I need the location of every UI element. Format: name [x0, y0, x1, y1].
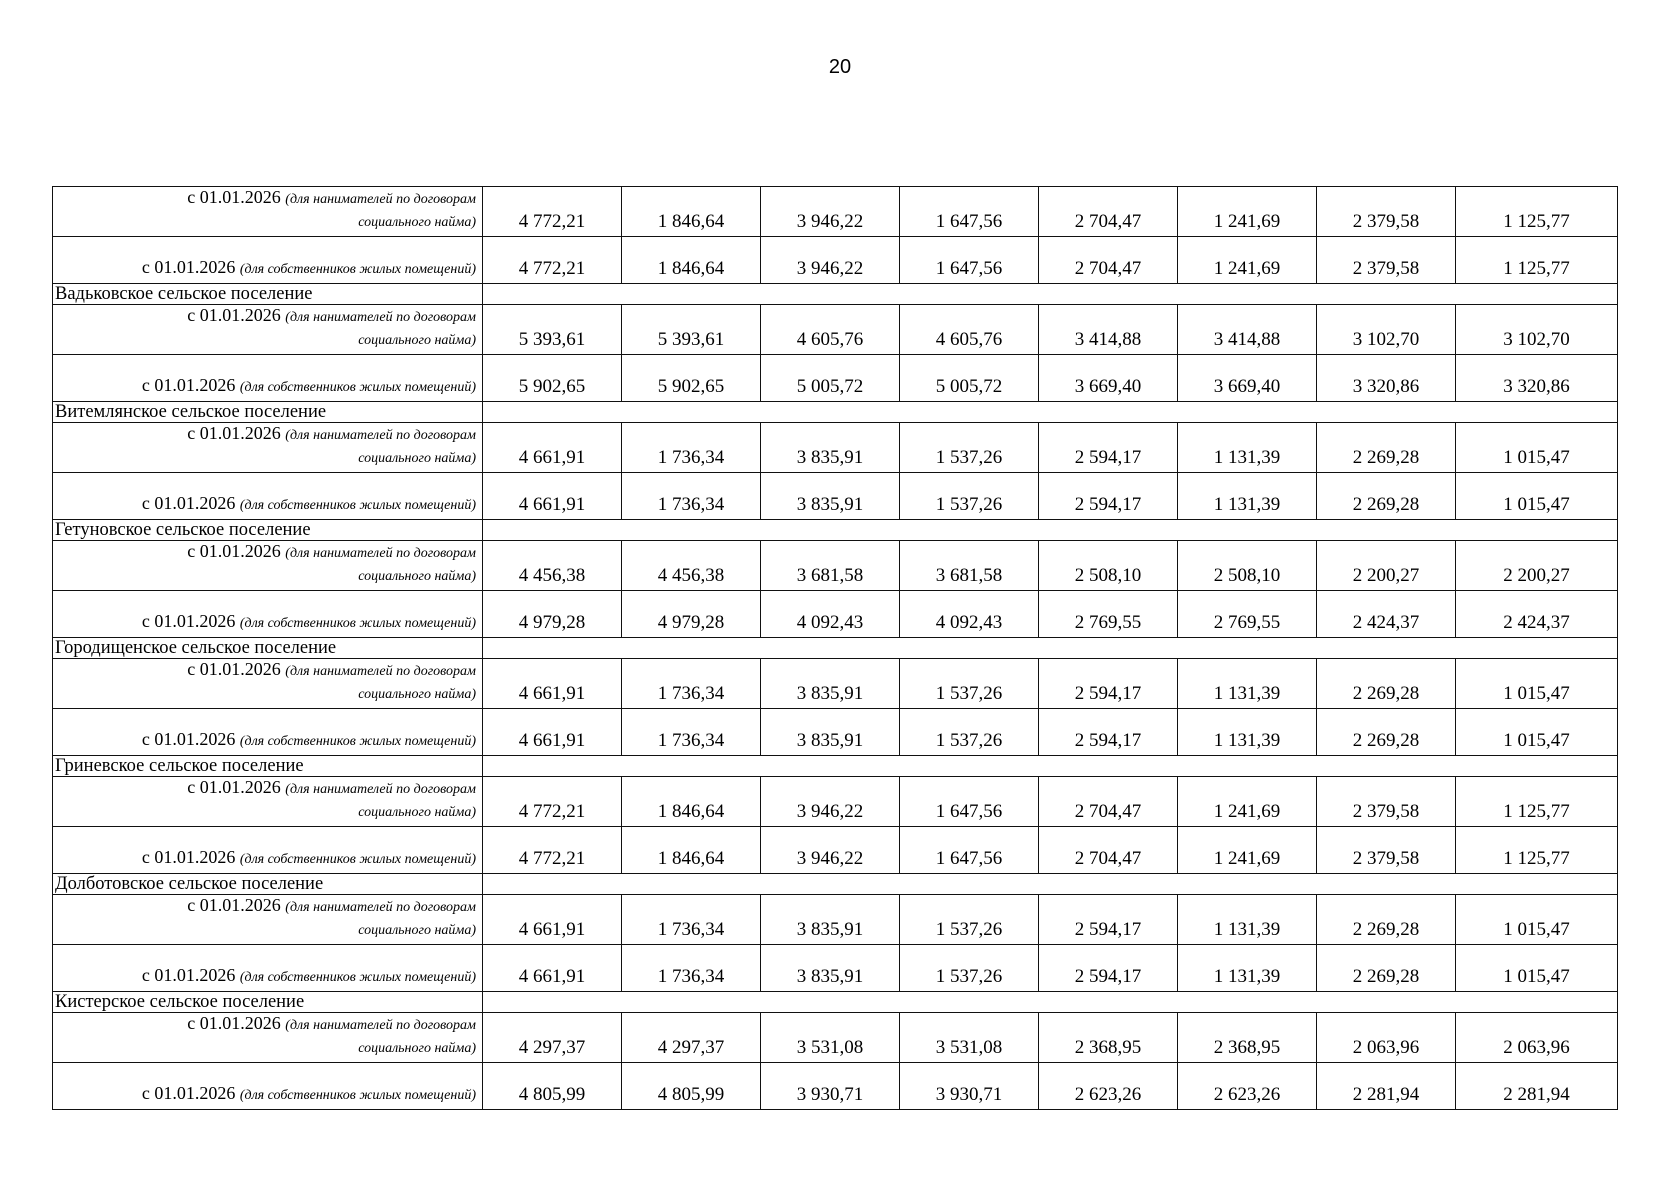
- section-header-row: [53, 402, 1618, 423]
- table-cell: 4 979,28: [622, 591, 761, 638]
- tenants-note-line1: (для нанимателей по договорам: [285, 310, 476, 325]
- table-cell: 1 131,39: [1178, 709, 1317, 756]
- tenants-note-line2: социального найма): [358, 333, 476, 348]
- table-cell: 2 769,55: [1178, 591, 1317, 638]
- table-row: [53, 1063, 1618, 1110]
- table-cell: 4 772,21: [483, 827, 622, 874]
- table-row: [53, 895, 1618, 945]
- effective-date: с 01.01.2026: [187, 659, 281, 679]
- table-cell: 1 647,56: [900, 827, 1039, 874]
- table-cell: 1 125,77: [1456, 827, 1618, 874]
- table-cell: 4 605,76: [761, 305, 900, 355]
- owners-note: (для собственников жилых помещений): [239, 616, 476, 631]
- table-cell: 3 681,58: [900, 541, 1039, 591]
- table-row: [53, 827, 1618, 874]
- tenants-note-line2: социального найма): [358, 569, 476, 584]
- table-cell: 2 704,47: [1039, 187, 1178, 237]
- table-cell: 3 102,70: [1456, 305, 1618, 355]
- table-cell: 3 835,91: [761, 423, 900, 473]
- table-cell: 1 647,56: [900, 187, 1039, 237]
- table-cell: 1 647,56: [900, 237, 1039, 284]
- table-cell: 1 537,26: [900, 895, 1039, 945]
- table-cell: 1 015,47: [1456, 895, 1618, 945]
- effective-date: с 01.01.2026: [141, 375, 236, 395]
- table-cell: 2 269,28: [1317, 659, 1456, 709]
- row-label-owners: [53, 709, 483, 756]
- table-cell: 3 669,40: [1039, 355, 1178, 402]
- table-cell: 1 736,34: [622, 709, 761, 756]
- tariff-table: [52, 186, 1618, 1110]
- table-cell: 4 661,91: [483, 709, 622, 756]
- table-cell: 2 269,28: [1317, 473, 1456, 520]
- table-row: [53, 305, 1618, 355]
- table-cell: 4 772,21: [483, 237, 622, 284]
- table-cell: 1 846,64: [622, 777, 761, 827]
- table-cell: 1 131,39: [1178, 895, 1317, 945]
- table-cell: 2 424,37: [1456, 591, 1618, 638]
- table-cell: 1 736,34: [622, 659, 761, 709]
- table-cell: 4 772,21: [483, 187, 622, 237]
- table-cell: 3 531,08: [761, 1013, 900, 1063]
- table-cell: 4 661,91: [483, 895, 622, 945]
- effective-date: с 01.01.2026: [187, 895, 281, 915]
- tenants-note-line1: (для нанимателей по договорам: [285, 782, 476, 797]
- table-cell: 1 736,34: [622, 423, 761, 473]
- section-name: Кистерское сельское поселение: [53, 992, 483, 1013]
- table-cell: 4 297,37: [483, 1013, 622, 1063]
- table-cell: 1 537,26: [900, 423, 1039, 473]
- table-row: [53, 1013, 1618, 1063]
- section-empty-cell: [483, 402, 1618, 423]
- row-label-tenants: [53, 895, 483, 945]
- tenants-note-line1: (для нанимателей по договорам: [285, 664, 476, 679]
- table-cell: 3 946,22: [761, 237, 900, 284]
- row-label-tenants: [53, 541, 483, 591]
- owners-note: (для собственников жилых помещений): [239, 262, 476, 277]
- table-cell: 4 456,38: [483, 541, 622, 591]
- table-cell: 2 379,58: [1317, 827, 1456, 874]
- tenants-note-line2: социального найма): [358, 215, 476, 230]
- section-name: Вадьковское сельское поселение: [53, 284, 483, 305]
- effective-date: с 01.01.2026: [141, 729, 236, 749]
- table-cell: 3 835,91: [761, 473, 900, 520]
- table-cell: 3 946,22: [761, 777, 900, 827]
- table-cell: 3 835,91: [761, 945, 900, 992]
- section-header-row: [53, 638, 1618, 659]
- table-cell: 1 015,47: [1456, 709, 1618, 756]
- tenants-note-line1: (для нанимателей по договорам: [285, 900, 476, 915]
- table-cell: 2 623,26: [1039, 1063, 1178, 1110]
- table-row: [53, 591, 1618, 638]
- table-cell: 1 015,47: [1456, 423, 1618, 473]
- table-cell: 1 647,56: [900, 777, 1039, 827]
- table-cell: 1 015,47: [1456, 945, 1618, 992]
- table-cell: 2 269,28: [1317, 709, 1456, 756]
- section-header-row: [53, 284, 1618, 305]
- effective-date: с 01.01.2026: [187, 541, 281, 561]
- table-cell: 2 424,37: [1317, 591, 1456, 638]
- section-name: Гетуновское сельское поселение: [53, 520, 483, 541]
- table-cell: 2 200,27: [1317, 541, 1456, 591]
- table-cell: 1 736,34: [622, 945, 761, 992]
- table-cell: 5 005,72: [900, 355, 1039, 402]
- table-cell: 4 661,91: [483, 945, 622, 992]
- table-cell: 3 835,91: [761, 709, 900, 756]
- section-name: Витемлянское сельское поселение: [53, 402, 483, 423]
- table-cell: 1 015,47: [1456, 659, 1618, 709]
- table-cell: 2 281,94: [1317, 1063, 1456, 1110]
- table-cell: 1 537,26: [900, 659, 1039, 709]
- tenants-note-line1: (для нанимателей по договорам: [285, 192, 476, 207]
- table-cell: 2 269,28: [1317, 945, 1456, 992]
- effective-date: с 01.01.2026: [141, 1083, 236, 1103]
- table-cell: 5 902,65: [622, 355, 761, 402]
- tenants-note-line1: (для нанимателей по договорам: [285, 546, 476, 561]
- table-cell: 2 594,17: [1039, 423, 1178, 473]
- table-cell: 3 946,22: [761, 187, 900, 237]
- table-cell: 4 092,43: [761, 591, 900, 638]
- table-cell: 2 281,94: [1456, 1063, 1618, 1110]
- table-cell: 2 379,58: [1317, 237, 1456, 284]
- owners-note: (для собственников жилых помещений): [239, 380, 476, 395]
- row-label-tenants: [53, 305, 483, 355]
- table-cell: 1 131,39: [1178, 423, 1317, 473]
- table-cell: 1 241,69: [1178, 777, 1317, 827]
- table-cell: 5 902,65: [483, 355, 622, 402]
- table-cell: 1 241,69: [1178, 237, 1317, 284]
- table-row: [53, 541, 1618, 591]
- page-number: 20: [828, 56, 852, 78]
- table-cell: 3 835,91: [761, 895, 900, 945]
- table-cell: 5 393,61: [483, 305, 622, 355]
- table-cell: 4 772,21: [483, 777, 622, 827]
- table-row: [53, 659, 1618, 709]
- table-cell: 1 537,26: [900, 945, 1039, 992]
- table-cell: 2 508,10: [1039, 541, 1178, 591]
- table-cell: 1 131,39: [1178, 945, 1317, 992]
- table-cell: 3 320,86: [1317, 355, 1456, 402]
- table-cell: 4 979,28: [483, 591, 622, 638]
- effective-date: с 01.01.2026: [187, 305, 281, 325]
- tenants-note-line2: социального найма): [358, 1041, 476, 1056]
- table-cell: 1 846,64: [622, 827, 761, 874]
- table-cell: 5 393,61: [622, 305, 761, 355]
- effective-date: с 01.01.2026: [141, 965, 236, 985]
- section-header-row: [53, 992, 1618, 1013]
- table-cell: 1 241,69: [1178, 187, 1317, 237]
- effective-date: с 01.01.2026: [187, 187, 281, 207]
- section-empty-cell: [483, 284, 1618, 305]
- table-cell: 2 623,26: [1178, 1063, 1317, 1110]
- table-cell: 1 846,64: [622, 237, 761, 284]
- table-cell: 2 594,17: [1039, 895, 1178, 945]
- table-cell: 2 704,47: [1039, 827, 1178, 874]
- table-cell: 2 594,17: [1039, 473, 1178, 520]
- table-cell: 1 241,69: [1178, 827, 1317, 874]
- table-cell: 4 092,43: [900, 591, 1039, 638]
- section-header-row: [53, 874, 1618, 895]
- section-empty-cell: [483, 756, 1618, 777]
- owners-note: (для собственников жилых помещений): [239, 970, 476, 985]
- table-row: [53, 709, 1618, 756]
- effective-date: с 01.01.2026: [141, 847, 236, 867]
- table-cell: 3 414,88: [1039, 305, 1178, 355]
- table-cell: 5 005,72: [761, 355, 900, 402]
- tenants-note-line2: социального найма): [358, 805, 476, 820]
- table-cell: 3 835,91: [761, 659, 900, 709]
- table-cell: 3 102,70: [1317, 305, 1456, 355]
- row-label-owners: [53, 827, 483, 874]
- row-label-tenants: [53, 659, 483, 709]
- tenants-note-line2: социального найма): [358, 451, 476, 466]
- table-cell: 2 594,17: [1039, 709, 1178, 756]
- section-empty-cell: [483, 874, 1618, 895]
- effective-date: с 01.01.2026: [187, 777, 281, 797]
- table-cell: 2 769,55: [1039, 591, 1178, 638]
- table-cell: 1 125,77: [1456, 237, 1618, 284]
- section-name: Городищенское сельское поселение: [53, 638, 483, 659]
- row-label-owners: [53, 237, 483, 284]
- table-cell: 3 669,40: [1178, 355, 1317, 402]
- tenants-note-line2: социального найма): [358, 687, 476, 702]
- section-name: Долботовское сельское поселение: [53, 874, 483, 895]
- table-cell: 2 269,28: [1317, 423, 1456, 473]
- table-cell: 1 537,26: [900, 709, 1039, 756]
- section-name: Гриневское сельское поселение: [53, 756, 483, 777]
- table-cell: 2 063,96: [1456, 1013, 1618, 1063]
- table-cell: 1 015,47: [1456, 473, 1618, 520]
- section-header-row: [53, 756, 1618, 777]
- owners-note: (для собственников жилых помещений): [239, 734, 476, 749]
- owners-note: (для собственников жилых помещений): [239, 498, 476, 513]
- table-cell: 3 320,86: [1456, 355, 1618, 402]
- section-header-row: [53, 520, 1618, 541]
- tenants-note-line1: (для нанимателей по договорам: [285, 1018, 476, 1033]
- row-label-tenants: [53, 1013, 483, 1063]
- table-cell: 1 736,34: [622, 473, 761, 520]
- row-label-owners: [53, 355, 483, 402]
- table-cell: 2 379,58: [1317, 187, 1456, 237]
- table-cell: 2 704,47: [1039, 777, 1178, 827]
- owners-note: (для собственников жилых помещений): [239, 1088, 476, 1103]
- section-empty-cell: [483, 638, 1618, 659]
- table-cell: 3 681,58: [761, 541, 900, 591]
- tariff-table-body: [53, 187, 1618, 1110]
- section-empty-cell: [483, 520, 1618, 541]
- table-cell: 3 930,71: [900, 1063, 1039, 1110]
- table-cell: 4 805,99: [483, 1063, 622, 1110]
- table-cell: 2 594,17: [1039, 659, 1178, 709]
- table-cell: 1 131,39: [1178, 473, 1317, 520]
- row-label-tenants: [53, 187, 483, 237]
- table-cell: 4 605,76: [900, 305, 1039, 355]
- table-row: [53, 945, 1618, 992]
- table-cell: 2 508,10: [1178, 541, 1317, 591]
- effective-date: с 01.01.2026: [187, 423, 281, 443]
- table-row: [53, 187, 1618, 237]
- table-cell: 3 414,88: [1178, 305, 1317, 355]
- table-cell: 2 368,95: [1178, 1013, 1317, 1063]
- table-cell: 3 930,71: [761, 1063, 900, 1110]
- table-cell: 3 946,22: [761, 827, 900, 874]
- table-cell: 2 269,28: [1317, 895, 1456, 945]
- table-cell: 1 846,64: [622, 187, 761, 237]
- row-label-owners: [53, 945, 483, 992]
- table-cell: 4 661,91: [483, 423, 622, 473]
- table-cell: 1 537,26: [900, 473, 1039, 520]
- table-cell: 2 368,95: [1039, 1013, 1178, 1063]
- table-cell: 1 131,39: [1178, 659, 1317, 709]
- row-label-owners: [53, 591, 483, 638]
- table-cell: 2 704,47: [1039, 237, 1178, 284]
- table-cell: 4 661,91: [483, 659, 622, 709]
- row-label-tenants: [53, 777, 483, 827]
- row-label-owners: [53, 1063, 483, 1110]
- table-cell: 2 200,27: [1456, 541, 1618, 591]
- table-row: [53, 423, 1618, 473]
- table-row: [53, 473, 1618, 520]
- owners-note: (для собственников жилых помещений): [239, 852, 476, 867]
- row-label-owners: [53, 473, 483, 520]
- effective-date: с 01.01.2026: [141, 493, 236, 513]
- effective-date: с 01.01.2026: [187, 1013, 281, 1033]
- effective-date: с 01.01.2026: [141, 257, 236, 277]
- tenants-note-line1: (для нанимателей по договорам: [285, 428, 476, 443]
- table-cell: 2 063,96: [1317, 1013, 1456, 1063]
- table-cell: 4 805,99: [622, 1063, 761, 1110]
- table-cell: 3 531,08: [900, 1013, 1039, 1063]
- tenants-note-line2: социального найма): [358, 923, 476, 938]
- section-empty-cell: [483, 992, 1618, 1013]
- table-row: [53, 237, 1618, 284]
- table-row: [53, 777, 1618, 827]
- table-cell: 2 594,17: [1039, 945, 1178, 992]
- table-row: [53, 355, 1618, 402]
- table-cell: 2 379,58: [1317, 777, 1456, 827]
- table-cell: 1 125,77: [1456, 187, 1618, 237]
- table-cell: 4 297,37: [622, 1013, 761, 1063]
- table-cell: 1 125,77: [1456, 777, 1618, 827]
- table-cell: 4 456,38: [622, 541, 761, 591]
- effective-date: с 01.01.2026: [141, 611, 236, 631]
- table-cell: 1 736,34: [622, 895, 761, 945]
- table-cell: 4 661,91: [483, 473, 622, 520]
- row-label-tenants: [53, 423, 483, 473]
